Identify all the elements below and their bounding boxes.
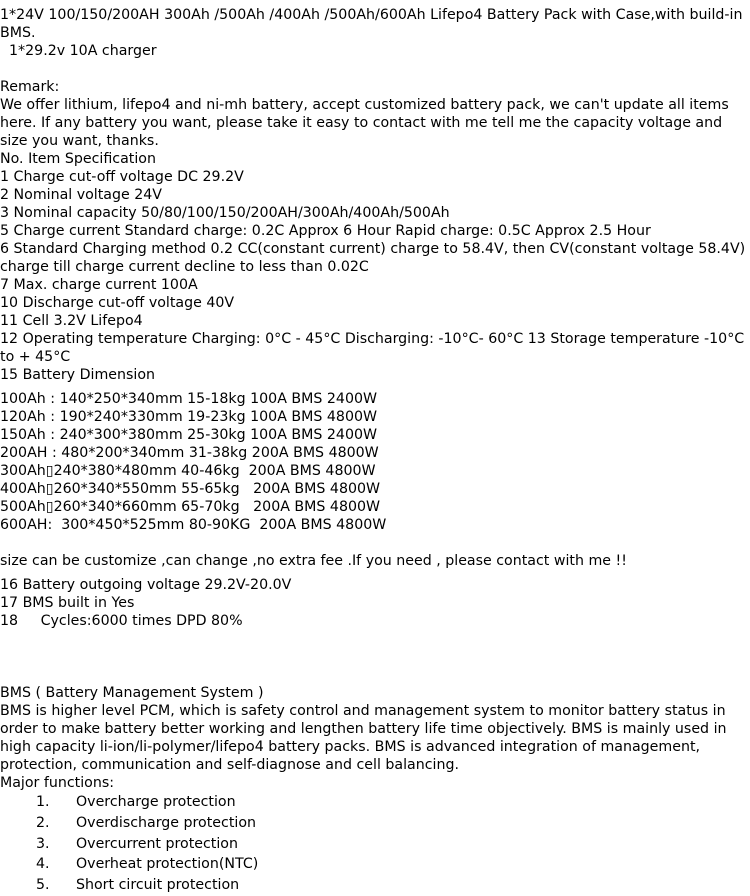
remark-body: We offer lithium, lifepo4 and ni-mh battery, accept customized battery pack, we can't update all items here. If any battery you want, please take it easy to contact with me tell me the capacity voltage and size you want, thanks.: [0, 97, 729, 149]
function-text: Overdischarge protection: [76, 814, 257, 831]
function-item: [0, 854, 750, 875]
function-text: Short circuit protection: [76, 877, 240, 894]
spec-more-item: 17 BMS built in Yes: [0, 595, 135, 611]
dimension-row: 400Ah▯260*340*550mm 55-65kg 200A BMS 4800W: [0, 481, 381, 497]
function-number: 2.: [36, 814, 50, 831]
function-number: 1.: [36, 794, 50, 810]
function-text: Overheat protection(NTC): [76, 856, 259, 873]
function-text: Overcharge protection: [76, 794, 236, 810]
dimension-row: 300Ah▯240*380*480mm 40-46kg 200A BMS 4800W: [0, 463, 376, 479]
dimension-row: 120Ah : 190*240*330mm 19-23kg 100A BMS 4800W: [0, 409, 378, 425]
function-number: 3.: [36, 835, 50, 852]
header-line-2: 1*29.2v 10A charger: [0, 43, 157, 59]
dimension-row: 200AH : 480*200*340mm 31-38kg 200A BMS 4800W: [0, 445, 379, 461]
dimension-row: 150Ah : 240*300*380mm 25-30kg 100A BMS 2400W: [0, 427, 378, 443]
customize-note: size can be customize ,can change ,no extra fee .If you need , please contact with me !!: [0, 553, 627, 569]
remark-title: Remark:: [0, 79, 60, 95]
spec-header: No. Item Specification: [0, 151, 156, 167]
spec-item: 15 Battery Dimension: [0, 367, 155, 383]
function-number: 4.: [36, 856, 50, 873]
functions-title: Major functions:: [0, 775, 115, 791]
header-line-1: 1*24V 100/150/200AH 300Ah /500Ah /400Ah /500Ah/600Ah Lifepo4 Battery Pack with Case,with build-in BMS.: [0, 7, 743, 41]
spec-more-item: 16 Battery outgoing voltage 29.2V-20.0V: [0, 577, 292, 593]
dimension-row: 500Ah▯260*340*660mm 65-70kg 200A BMS 4800W: [0, 499, 381, 515]
function-item: [0, 792, 750, 813]
spec-item: 6 Standard Charging method 0.2 CC(constant current) charge to 58.4V, then CV(constant voltage 58.4V) charge till charge current decline to less than 0.02C: [0, 241, 746, 275]
function-item: [0, 834, 750, 855]
function-number: 5.: [36, 877, 50, 894]
bms-title: BMS ( Battery Management System ): [0, 685, 264, 701]
spacer: [0, 630, 750, 648]
function-text: Overcurrent protection: [76, 835, 238, 852]
dimension-row: 100Ah : 140*250*340mm 15-18kg 100A BMS 2400W: [0, 391, 378, 407]
spec-item: 1 Charge cut-off voltage DC 29.2V: [0, 169, 244, 185]
spec-item: 2 Nominal voltage 24V: [0, 187, 163, 203]
spacer: [0, 666, 750, 684]
spacer: [0, 60, 750, 78]
spec-item: 7 Max. charge current 100A: [0, 277, 198, 293]
spec-more-item: 18 Cycles:6000 times DPD 80%: [0, 613, 243, 629]
spec-item: 5 Charge current Standard charge: 0.2C Approx 6 Hour Rapid charge: 0.5C Approx 2.5 Hour: [0, 223, 651, 239]
bms-body: BMS is higher level PCM, which is safety control and management system to monitor battery status in order to make battery better working and lengthen battery life time objectively. BMS is mainly used in high capacity li-ion/li-polymer/lifepo4 battery packs. BMS is advanced integration of management, protection, communication and self-diagnose and cell balancing.: [0, 703, 727, 773]
spec-item: 11 Cell 3.2V Lifepo4: [0, 313, 143, 329]
spacer: [0, 534, 750, 552]
spacer: [0, 648, 750, 666]
spec-item: 10 Discharge cut-off voltage 40V: [0, 295, 235, 311]
spec-item: 3 Nominal capacity 50/80/100/150/200AH/300Ah/400Ah/500Ah: [0, 205, 450, 221]
dimension-row: 600AH: 300*450*525mm 80-90KG 200A BMS 4800W: [0, 517, 387, 533]
spec-item: 12 Operating temperature Charging: 0°C - 45°C Discharging: -10°C- 60°C 13 Storage temperature -10°C to + 45°C: [0, 331, 745, 365]
function-item: [0, 813, 750, 834]
